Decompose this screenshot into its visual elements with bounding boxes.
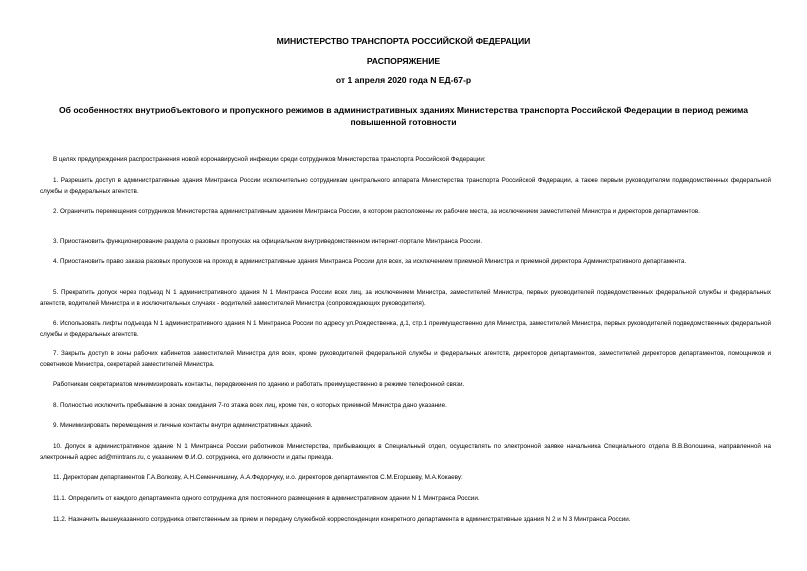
ministry-heading: МИНИСТЕРСТВО ТРАНСПОРТА РОССИЙСКОЙ ФЕДЕРАЦИИ <box>276 36 531 46</box>
paragraph-7: 7. Закрыть доступ в зоны рабочих кабинетов заместителей Министра для всех, кроме руководителей федеральной службы и федеральных агентств, директоров департаментов, заместителей директоров департаментов, помощников и советников Министра, секретарей заместителей Министра. <box>40 350 771 368</box>
paragraph-1: 1. Разрешить доступ в административные здания Минтранса России исключительно сотрудникам центрального аппарата Министерства транспорта Российской Федерации, а также первым руководителям подведомственных федеральной службы и федеральных агентств. <box>40 177 771 195</box>
paragraph-4: 4. Приостановить право заказа разовых пропусков на проход в административные здания Минтранса России для всех, за исключением приемной Министра и приемной директора Административного департамента. <box>53 258 687 265</box>
paragraph-11: 11. Директорам департаментов Г.А.Волкову, А.Н.Семенчишину, А.А.Федорчуку, и.о. директоров департаментов С.М.Егоршеву, М.А.Кокаеву: <box>53 474 463 481</box>
paragraph-10: 10. Допуск в административное здание N 1 Минтранса России работников Министерства, прибывающих в Специальный отдел, осуществлять по электронной заявке начальника Специального отдела В.В.Волошина, направленной на электронный адрес ad@mintrans.ru, с указанием Ф.И.О. сотрудника, его должности и даты приезда. <box>40 443 771 461</box>
paragraph-3: 3. Приостановить функционирование раздела о разовых пропусках на официальном внутриведомственном интернет-портале Минтранса России. <box>53 238 483 245</box>
paragraph-preamble: В целях предупреждения распространения новой коронавирусной инфекции среди сотрудников Министерства транспорта Российской Федерации: <box>53 156 486 163</box>
document-date-number: от 1 апреля 2020 года N ЕД-67-р <box>335 75 472 85</box>
paragraph-secretariats: Работникам секретариатов минимизировать контакты, передвижения по зданию и работать преимущественно в режиме телефонной связи. <box>53 381 465 388</box>
paragraph-2: 2. Ограничить перемещения сотрудников Министерства административным зданием Минтранса России, в котором расположены их рабочие места, за исключением заместителей Министра и директоров департаментов. <box>53 208 700 215</box>
paragraph-11-2: 11.2. Назначить вышеуказанного сотрудника ответственным за прием и передачу служебной корреспонденции конкретного департамента в административные здания N 2 и N 3 Минтранса России. <box>53 516 631 523</box>
paragraph-11-1: 11.1. Определить от каждого департамента одного сотрудника для постоянного размещения в административном здании N 1 Минтранса России. <box>53 495 480 502</box>
document-title: Об особенностях внутриобъектового и пропускного режимов в административных зданиях Министерства транспорта Российской Федерации в период режима повышенной готовности <box>58 105 749 127</box>
paragraph-9: 9. Минимизировать перемещения и личные контакты внутри административных зданий. <box>53 422 313 429</box>
paragraph-5: 5. Прекратить допуск через подъезд N 1 административного здания N 1 Минтранса России всех лиц, за исключением Министра, заместителей Министра, первых руководителей подведомственных федеральной службы и федеральных агентств, водителей Министра и в исключительных случаях - водителей заместителей Министра (сопровождающих руководителя). <box>40 289 771 307</box>
paragraph-6: 6. Использовать лифты подъезда N 1 административного здания N 1 Минтранса России по адресу ул.Рождественка, д.1, стр.1 преимущественно для Министра, заместителей Министра, первых руководителей подведомственных федеральной службы и федеральных агентств. <box>40 320 771 338</box>
paragraph-8: 8. Полностью исключить пребывание в зонах ожидания 7-го этажа всех лиц, кроме тех, о которых приемной Министра дано указание. <box>53 402 447 409</box>
document-type-heading: РАСПОРЯЖЕНИЕ <box>366 56 441 66</box>
